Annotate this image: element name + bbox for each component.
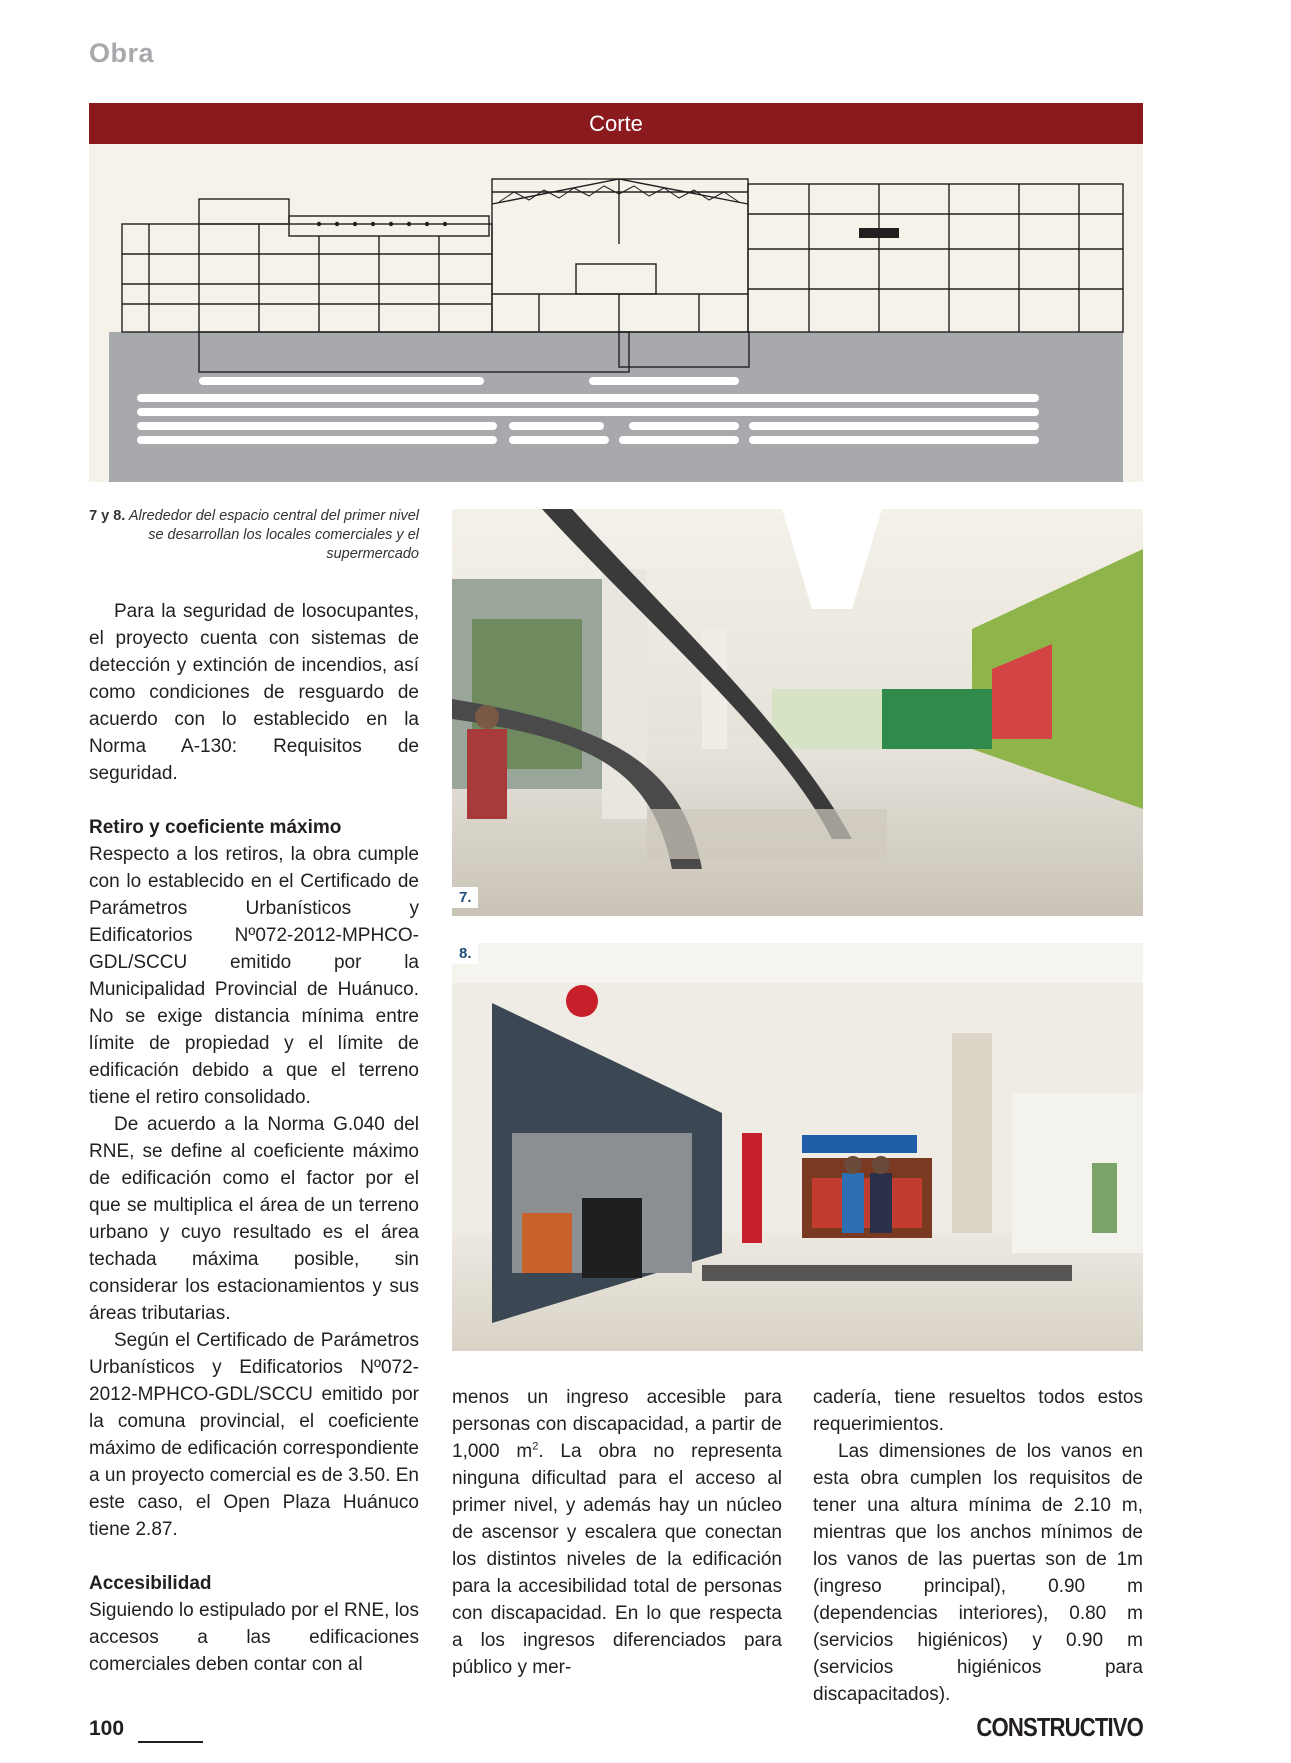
photo-8-image xyxy=(452,943,1143,1351)
section-label: Obra xyxy=(89,38,155,68)
text-column-3 xyxy=(813,1384,1143,1708)
photo-8-label: 8. xyxy=(452,943,478,964)
paragraph-safety: Para la seguridad de losocupantes, el proyecto cuenta con sistemas de detección y extinción de incendios, así como condiciones de resguardo de acuerdo con lo establecido en la Norma A-130: Requisitos de seguridad. xyxy=(89,601,419,784)
photo-8 xyxy=(452,943,1143,1351)
heading-retiro: Retiro y coeficiente máximo xyxy=(89,817,342,838)
page-number: 100 xyxy=(89,1717,125,1740)
paragraph-norma-g040: De acuerdo a la Norma G.040 del RNE, se define al coeficiente máximo de edificación como el factor por el que se multiplica el área de un terreno urbano y cuyo resultado es el área techada máxima posible, sin considerar los estacionamientos y sus áreas tributarias. xyxy=(89,1114,419,1324)
figure-title-banner: Corte xyxy=(89,103,1143,144)
text-column-1 xyxy=(89,598,419,1678)
magazine-brand: CONSTRUCTIVO xyxy=(976,1712,1143,1742)
paragraph-coeficiente: Según el Certificado de Parámetros Urbanísticos y Edificatorios Nº072-2012-MPHCO-GDL/SCCU emitido por la comuna provincial, el coeficiente máximo de edificación correspondiente a un proyecto comercial es de 3.50. En este caso, el Open Plaza Huánuco tiene 2.87. xyxy=(89,1330,419,1540)
photo-7-image xyxy=(452,509,1143,916)
superscript-2: 2 xyxy=(532,1440,539,1453)
paragraph-vanos: Las dimensiones de los vanos en esta obra cumplen los requisitos de tener una altura mínima de 2.10 m, mientras que los anchos mínimos de los vanos de las puertas son de 1m (ingreso principal), 0.90 m (dependencias interiores), 0.80 m (servicios higiénicos) y 0.90 m (servicios higiénicos para discapacitados). xyxy=(813,1441,1143,1705)
caption-number: 7 y 8. xyxy=(89,508,126,524)
footer-rule xyxy=(138,1741,203,1743)
section-drawing-svg xyxy=(89,144,1143,482)
photo-7 xyxy=(452,509,1143,916)
heading-accesibilidad: Accesibilidad xyxy=(89,1573,212,1594)
section-drawing xyxy=(89,144,1143,482)
paragraph-retiro: Respecto a los retiros, la obra cumple con lo establecido en el Certificado de Parámetros Urbanísticos y Edificatorios Nº072-2012-MPHCO-GDL/SCCU emitido por la Municipalidad Provincial de Huánuco. No se exige distancia mínima entre límite de propiedad y el límite de edificación debido a que el terreno tiene el retiro consolidado. xyxy=(89,844,419,1108)
caption-text: Alrededor del espacio central del primer nivel se desarrollan los locales comerciales y el supermercado xyxy=(128,508,419,562)
photo-7-label: 7. xyxy=(452,887,478,908)
text-column-2 xyxy=(452,1384,782,1681)
photo-caption xyxy=(89,507,419,564)
paragraph-accesibilidad-part-b: . La obra no representa ninguna dificultad para el acceso al primer nivel, y además hay un núcleo de ascensor y escalera que conectan los distintos niveles de la edificación para la accesibilidad total de personas con discapacidad. En lo que respecta a los ingresos diferenciados para público y mer- xyxy=(452,1441,783,1678)
paragraph-accesibilidad-part-a: menos un ingreso accesible para personas con discapacidad, a partir de 1,000 m xyxy=(452,1387,782,1462)
paragraph-mercaderia: cadería, tiene resueltos todos estos requerimientos. xyxy=(813,1387,1143,1435)
paragraph-accesibilidad-start: Siguiendo lo estipulado por el RNE, los accesos a las edificaciones comerciales deben contar con al xyxy=(89,1600,419,1675)
paragraph-accesibilidad-cont xyxy=(452,1384,782,1681)
